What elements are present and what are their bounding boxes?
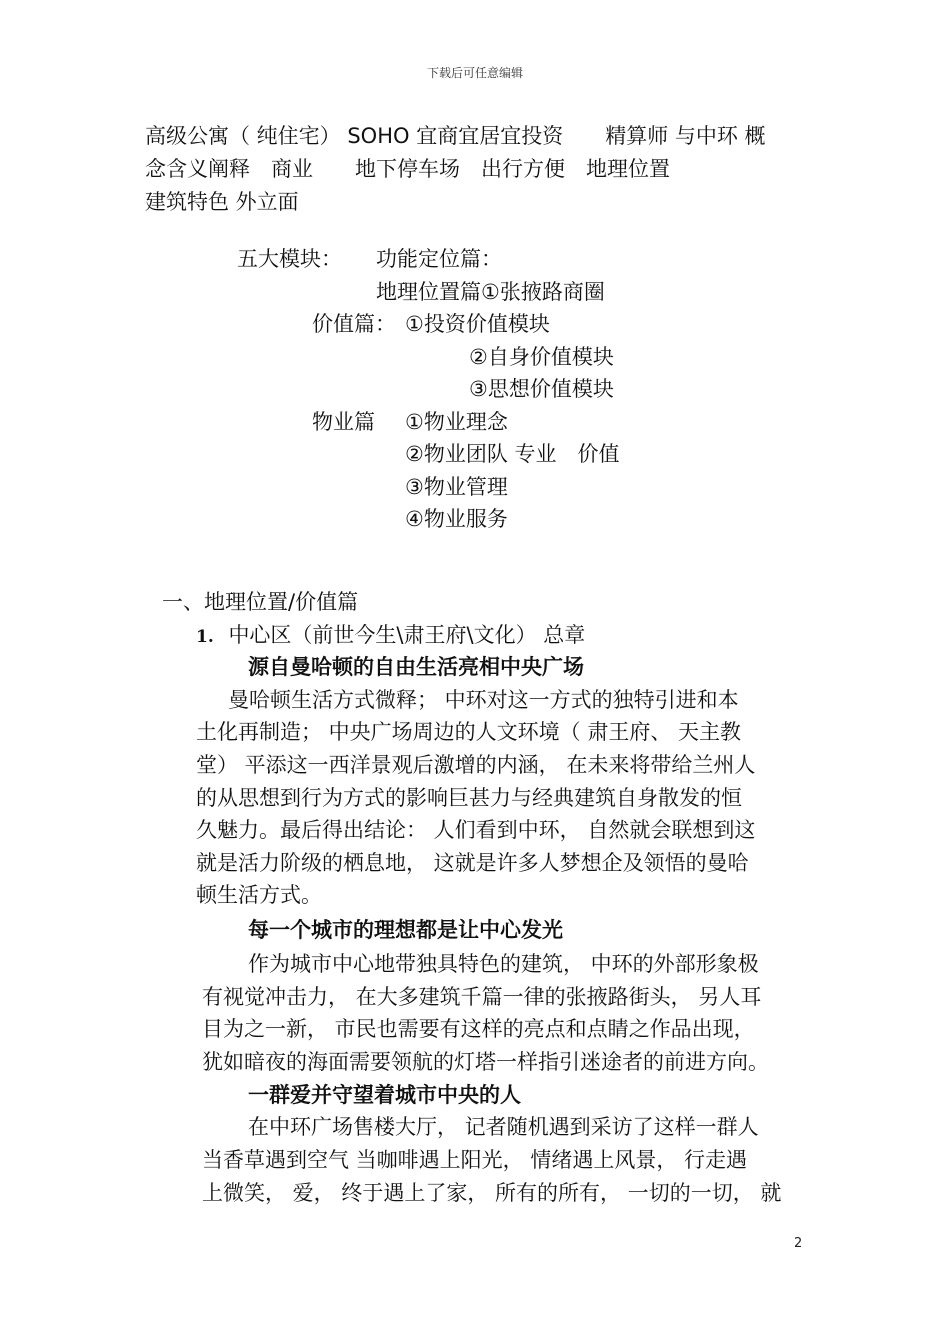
- section-title: 一、地理位置/价值篇: [162, 590, 359, 614]
- property-item: ①物业理念: [405, 410, 508, 434]
- value-item: ①投资价值模块: [405, 312, 550, 336]
- subsection-heading: [196, 619, 585, 653]
- value-label: 价值篇：: [312, 312, 396, 336]
- page-number: 2: [794, 1236, 803, 1251]
- value-item: ③思想价值模块: [469, 377, 614, 401]
- paragraph-line: 土化再制造； 中央广场周边的人文环境（ 肃王府、 天主教: [196, 720, 742, 744]
- paragraph-line: 上微笑， 爱， 终于遇上了家， 所有的所有， 一切的一切， 就: [202, 1181, 782, 1205]
- paragraph-line: 有视觉冲击力， 在大多建筑千篇一律的张掖路街头， 另人耳: [202, 985, 762, 1009]
- value-item: ②自身价值模块: [469, 345, 614, 369]
- paragraph-line: 的从思想到行为方式的影响巨甚力与经典建筑自身散发的恒: [196, 786, 742, 810]
- property-item: ④物业服务: [405, 507, 508, 531]
- intro-line: 高级公寓（ 纯住宅） SOHO 宜商宜居宜投资 精算师 与中环 概: [145, 124, 766, 148]
- paragraph-line: 久魅力。最后得出结论： 人们看到中环， 自然就会联想到这: [196, 818, 756, 842]
- paragraph-line: 顿生活方式。: [196, 883, 322, 907]
- property-item: ②物业团队 专业 价值: [405, 442, 620, 466]
- paragraph-line: 当香草遇到空气 当咖啡遇上阳光， 情绪遇上风景， 行走遇: [202, 1148, 748, 1172]
- property-label: 物业篇: [312, 410, 375, 434]
- paragraph-line: 目为之一新， 市民也需要有这样的亮点和点睛之作品出现，: [202, 1017, 755, 1041]
- intro-line: 念含义阐释 商业 地下停车场 出行方便 地理位置: [145, 157, 670, 181]
- modules-label: 五大模块：: [237, 247, 342, 271]
- paragraph-line: 曼哈顿生活方式微释； 中环对这一方式的独特引进和本: [228, 688, 739, 712]
- function-title: 功能定位篇：: [376, 247, 502, 271]
- subsection-number: 1.: [196, 627, 214, 647]
- paragraph-line: 就是活力阶级的栖息地， 这就是许多人梦想企及领悟的曼哈: [196, 851, 749, 875]
- property-item: ③物业管理: [405, 475, 508, 499]
- intro-line: 建筑特色 外立面: [145, 190, 299, 214]
- paragraph-line: 作为城市中心地带独具特色的建筑， 中环的外部形象极: [248, 952, 759, 976]
- paragraph-line: 堂） 平添这一西洋景观后激增的内涵， 在未来将带给兰州人: [196, 753, 756, 777]
- block-heading: 每一个城市的理想都是让中心发光: [248, 918, 563, 942]
- subsection-title: 中心区（前世今生\肃王府\文化） 总章: [228, 623, 586, 647]
- page-header: 下载后可任意编辑: [426, 66, 523, 80]
- paragraph-line: 犹如暗夜的海面需要领航的灯塔一样指引迷途者的前进方向。: [202, 1050, 769, 1074]
- paragraph-line: 在中环广场售楼大厅， 记者随机遇到采访了这样一群人: [248, 1115, 759, 1139]
- block-heading: 一群爱并守望着城市中央的人: [248, 1083, 521, 1107]
- block-heading: 源自曼哈顿的自由生活亮相中央广场: [248, 655, 584, 679]
- geo-item: 地理位置篇①张掖路商圈: [376, 280, 605, 304]
